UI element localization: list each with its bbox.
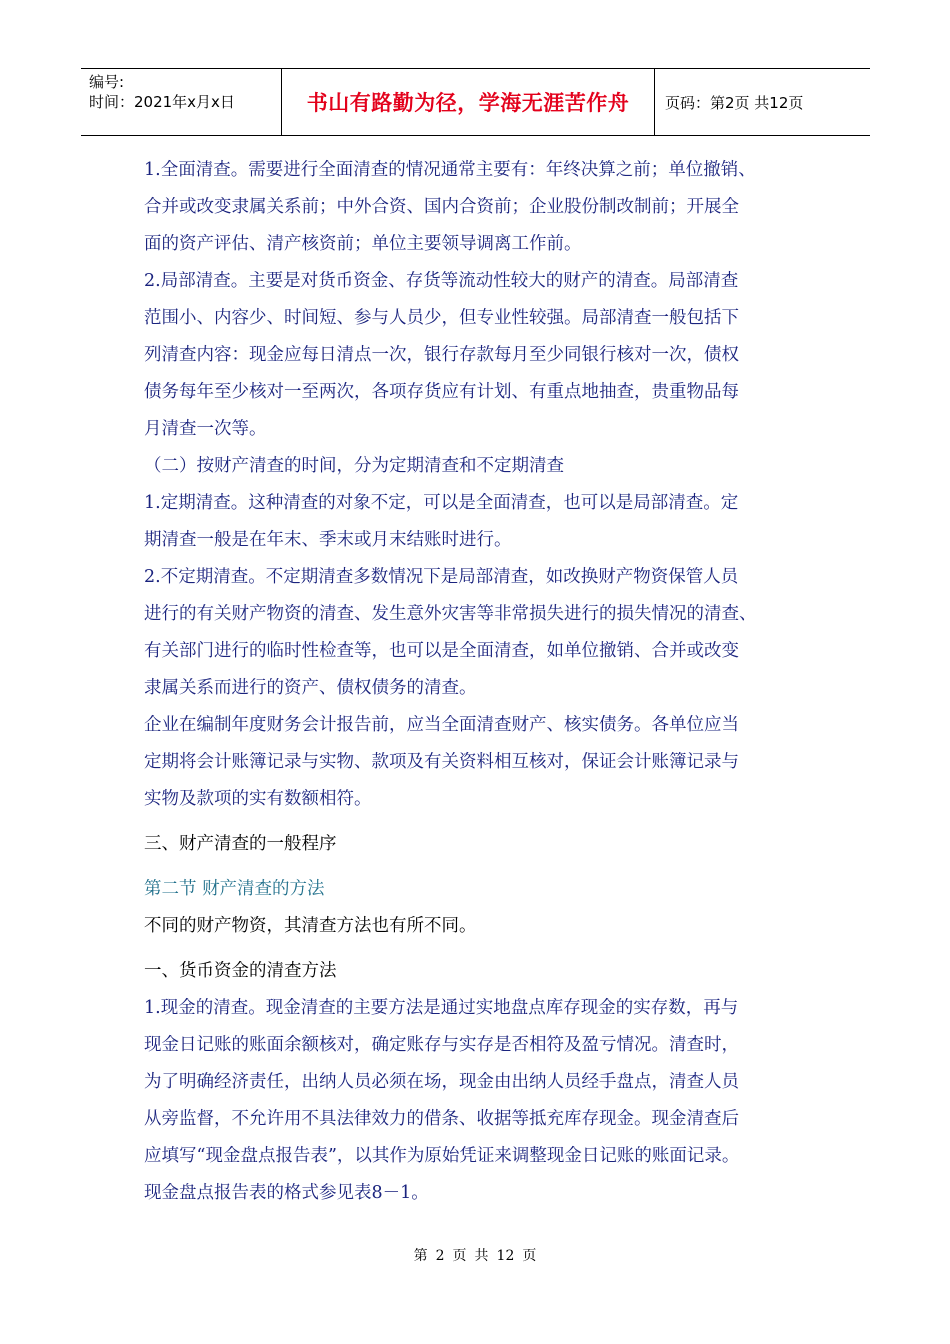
- section-two-title: 第二节 财产清查的方法: [144, 879, 325, 899]
- body-line: 期清查一般是在年末、季末或月末结账时进行。: [144, 530, 512, 550]
- footer-gong: 共: [474, 1248, 489, 1264]
- header-page-info: 页码：第2页 共12页: [665, 93, 804, 112]
- footer-di: 第: [413, 1248, 428, 1264]
- body-line: 1.定期清查。这种清查的对象不定，可以是全面清查，也可以是局部清查。定: [144, 493, 739, 513]
- body-line: 面的资产评估、清产核资前；单位主要领导调离工作前。: [144, 234, 582, 254]
- body-line: 企业在编制年度财务会计报告前，应当全面清查财产、核实债务。各单位应当: [144, 715, 739, 735]
- cash-line: 应填写“现金盘点报告表”，以其作为原始凭证来调整现金日记账的账面记录。: [144, 1146, 740, 1166]
- cash-line: 现金盘点报告表的格式参见表8－1。: [144, 1183, 429, 1203]
- body-line: 有关部门进行的临时性检查等，也可以是全面清查，如单位撤销、合并或改变: [144, 641, 739, 661]
- cash-line: 现金日记账的账面余额核对，确定账存与实存是否相符及盈亏情况。清查时，: [144, 1035, 739, 1055]
- cash-line: 为了明确经济责任，出纳人员必须在场，现金由出纳人员经手盘点，清查人员: [144, 1072, 739, 1092]
- body-line: 范围小、内容少、时间短、参与人员少，但专业性较强。局部清查一般包括下: [144, 308, 739, 328]
- body-line: 2.局部清查。主要是对货币资金、存货等流动性较大的财产的清查。局部清查: [144, 271, 739, 291]
- body-line: 债务每年至少核对一至两次，各项存货应有计划、有重点地抽查，贵重物品每: [144, 382, 739, 402]
- footer-page-number: 2: [435, 1248, 445, 1264]
- body-line: 月清查一次等。: [144, 419, 267, 439]
- section-three-heading: 三、财产清查的一般程序: [144, 834, 337, 854]
- page-footer: [0, 1245, 950, 1265]
- document-body: [144, 152, 814, 1212]
- body-line: 进行的有关财产物资的清查、发生意外灾害等非常损失进行的损失情况的清查、: [144, 604, 757, 624]
- cash-line: 1.现金的清查。现金清查的主要方法是通过实地盘点库存现金的实存数，再与: [144, 998, 739, 1018]
- footer-ye: 页: [452, 1248, 467, 1264]
- number-label: 编号:: [89, 73, 125, 91]
- body-line: 实物及款项的实有数额相符。: [144, 789, 372, 809]
- cash-line: 从旁监督，不允许用不具法律效力的借条、收据等抵充库存现金。现金清查后: [144, 1109, 739, 1129]
- body-line: （二）按财产清查的时间，分为定期清查和不定期清查: [144, 456, 564, 476]
- intro-line: 不同的财产物资，其清查方法也有所不同。: [144, 916, 477, 936]
- date-label: 时间：2021年x月x日: [89, 93, 235, 111]
- header-motto: 书山有路勤为径，学海无涯苦作舟: [281, 69, 655, 135]
- footer-total-pages: 12: [496, 1248, 515, 1264]
- body-line: 列清查内容：现金应每日清点一次，银行存款每月至少同银行核对一次，债权: [144, 345, 739, 365]
- header-meta-cell: [81, 69, 281, 135]
- body-line: 定期将会计账簿记录与实物、款项及有关资料相互核对，保证会计账簿记录与: [144, 752, 739, 772]
- header-table: [81, 68, 870, 136]
- body-line: 1.全面清查。需要进行全面清查的情况通常主要有：年终决算之前；单位撤销、: [144, 160, 756, 180]
- footer-ye: 页: [522, 1248, 537, 1264]
- subsection-one-heading: 一、货币资金的清查方法: [144, 961, 337, 981]
- body-line: 合并或改变隶属关系前；中外合资、国内合资前；企业股份制改制前；开展全: [144, 197, 739, 217]
- body-line: 2.不定期清查。不定期清查多数情况下是局部清查，如改换财产物资保管人员: [144, 567, 739, 587]
- body-line: 隶属关系而进行的资产、债权债务的清查。: [144, 678, 477, 698]
